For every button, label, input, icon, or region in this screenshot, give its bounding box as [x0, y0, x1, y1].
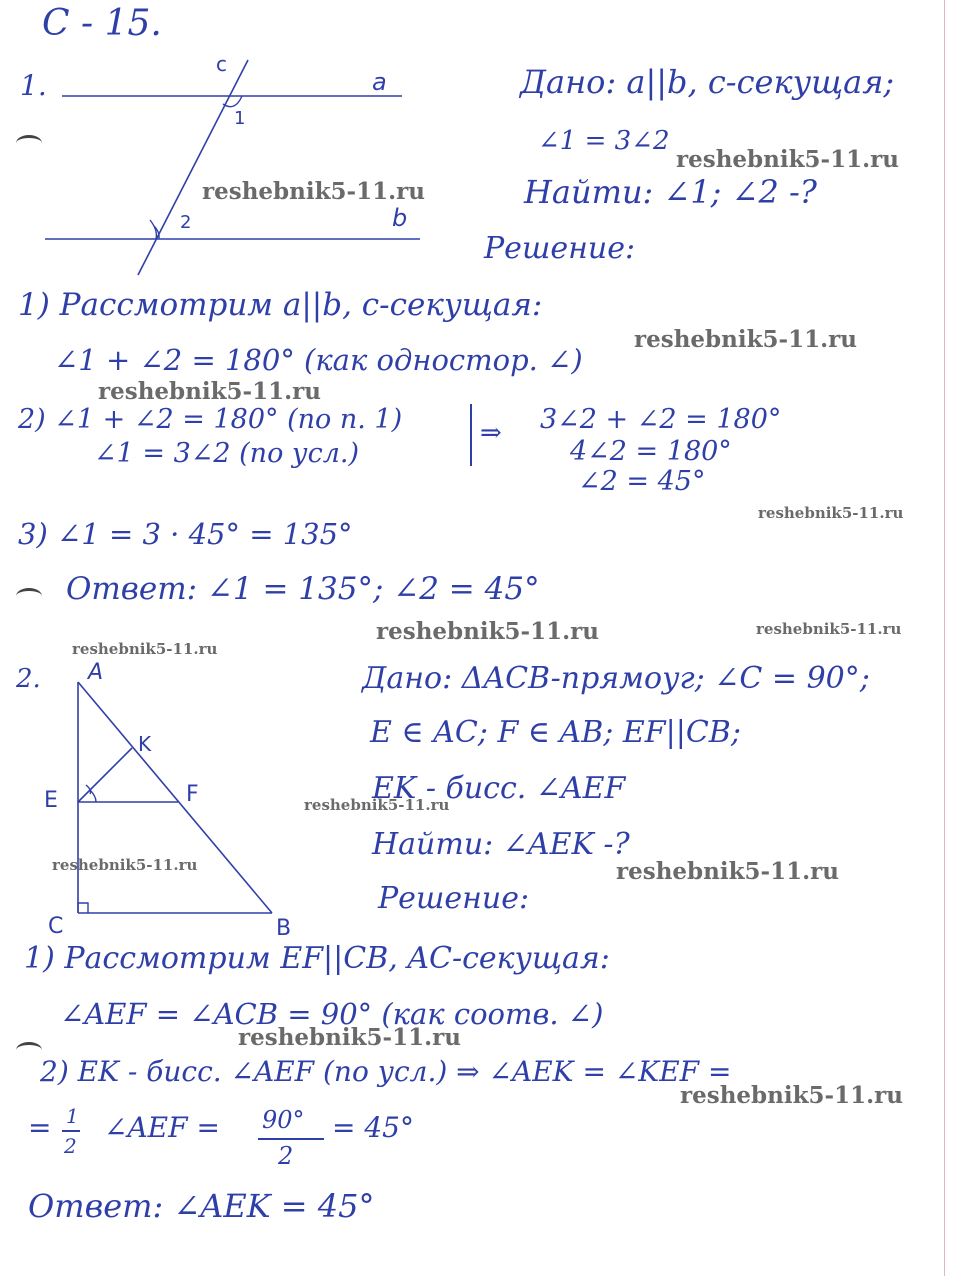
label-line-c: c [216, 52, 227, 76]
problem1-step2-arrow: ⇒ [480, 418, 502, 448]
problem1-step2-right-line1: 3∠2 + ∠2 = 180° [540, 404, 782, 435]
watermark: reshebnik5-11.ru [238, 1024, 461, 1051]
problem1-step2-right-line2: 4∠2 = 180° [570, 436, 732, 467]
problem2-given-line2: E ∈ AC; F ∈ AB; EF||CB; [370, 715, 741, 750]
label-C: C [48, 914, 64, 939]
problem1-step1-line2: ∠1 + ∠2 = 180° (как одностор. ∠) [54, 343, 583, 377]
watermark: reshebnik5-11.ru [758, 504, 904, 522]
label-B: B [276, 916, 292, 941]
problem2-half-numerator: 1 [66, 1104, 79, 1128]
problem2-half-denominator: 2 [64, 1134, 77, 1158]
watermark: reshebnik5-11.ru [680, 1082, 903, 1109]
angle2-arc-outer [150, 220, 156, 239]
problem1-step1-line1: 1) Рассмотрим a||b, c-секущая: [18, 287, 543, 323]
problem2-fraction-numerator: 90° [262, 1106, 305, 1134]
watermark: reshebnik5-11.ru [616, 858, 839, 885]
problem1-answer: Ответ: ∠1 = 135°; ∠2 = 45° [66, 571, 540, 607]
problem2-step2-result: = 45° [332, 1111, 414, 1144]
right-angle-mark [78, 903, 88, 913]
label-angle2: 2 [180, 212, 192, 233]
problem2-step1-line1: 1) Рассмотрим EF||CB, AC-секущая: [24, 941, 610, 976]
problem1-figure [40, 50, 420, 280]
label-line-b: b [392, 204, 408, 232]
watermark: reshebnik5-11.ru [72, 640, 218, 658]
problem2-step1-line2: ∠AEF = ∠ACB = 90° (как соотв. ∠) [60, 997, 604, 1031]
problem2-given-line1: Дано: ΔACB-прямоуг; ∠C = 90°; [362, 661, 870, 696]
problem1-number: 1. [20, 69, 47, 102]
punch-hole-mark [16, 1042, 42, 1058]
label-E: E [44, 788, 58, 813]
problem1-step2-left-line2: ∠1 = 3∠2 (по усл.) [94, 438, 360, 469]
label-line-a: a [372, 68, 387, 96]
watermark: reshebnik5-11.ru [52, 856, 198, 874]
problem2-half-fraction-bar [62, 1130, 80, 1132]
side-AB [78, 682, 272, 913]
punch-hole-mark [16, 135, 42, 151]
angle1-arc [223, 96, 242, 107]
problem2-step2-line1: 2) EK - бисс. ∠AEF (по усл.) ⇒ ∠AEK = ∠KEF = [40, 1055, 732, 1088]
problem2-number: 2. [16, 664, 41, 694]
watermark: reshebnik5-11.ru [376, 618, 599, 645]
watermark: reshebnik5-11.ru [756, 620, 902, 638]
problem1-step2-right-line3: ∠2 = 45° [578, 466, 706, 497]
punch-hole-mark [16, 588, 42, 604]
watermark: reshebnik5-11.ru [676, 146, 899, 173]
problem1-step3: 3) ∠1 = 3 · 45° = 135° [18, 517, 353, 551]
label-A: A [88, 660, 104, 685]
watermark: reshebnik5-11.ru [98, 378, 321, 405]
problem2-fraction-bar [258, 1138, 324, 1140]
line-c [138, 60, 248, 275]
segment-EK [78, 748, 132, 802]
label-F: F [186, 782, 199, 807]
problem2-answer: Ответ: ∠AEK = 45° [28, 1187, 375, 1225]
problem1-given: Дано: a||b, c-секущая; [520, 63, 895, 101]
watermark: reshebnik5-11.ru [202, 178, 425, 205]
problem2-step2-equals: = [28, 1111, 52, 1144]
problem2-find: Найти: ∠AEK -? [372, 827, 630, 862]
problem2-figure [40, 670, 300, 940]
problem2-given-line3: EK - бисс. ∠AEF [372, 771, 626, 806]
problem1-step2-divider [470, 404, 472, 466]
label-K: K [138, 732, 152, 756]
problem1-step2-left-line1: 2) ∠1 + ∠2 = 180° (по п. 1) [18, 404, 403, 435]
problem1-solution-title: Решение: [484, 231, 636, 266]
problem1-condition: ∠1 = 3∠2 [538, 126, 670, 156]
problem2-fraction-denominator: 2 [278, 1142, 294, 1170]
problem2-step2-mid: ∠AEF = [104, 1111, 220, 1144]
problem1-find: Найти: ∠1; ∠2 -? [524, 173, 817, 211]
page-title: C - 15. [42, 3, 162, 44]
watermark: reshebnik5-11.ru [634, 326, 857, 353]
problem2-solution-title: Решение: [378, 881, 530, 916]
label-angle1: 1 [234, 108, 246, 129]
watermark: reshebnik5-11.ru [304, 796, 450, 814]
